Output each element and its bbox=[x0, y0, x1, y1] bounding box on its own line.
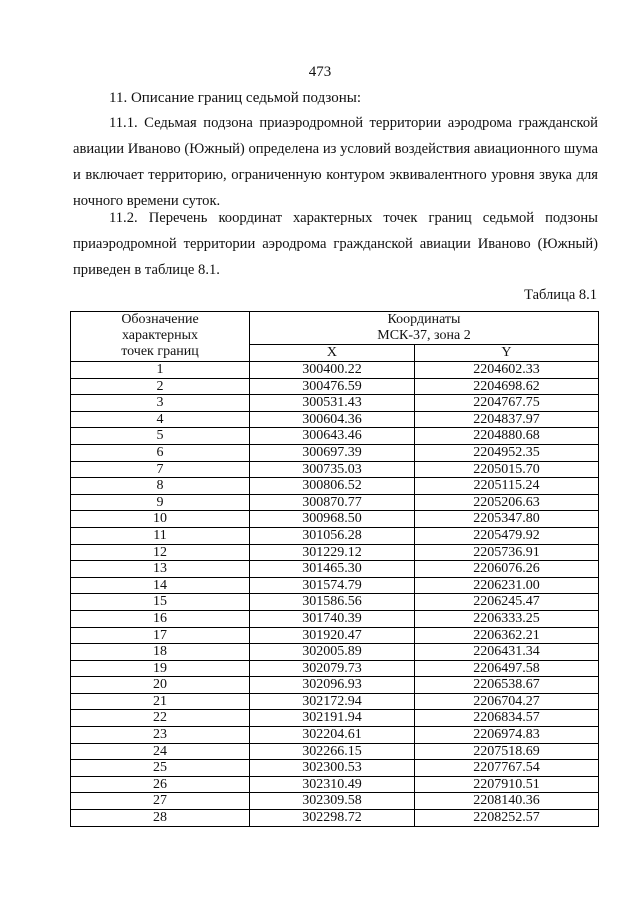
x-coordinate-cell: 302191.94 bbox=[250, 710, 415, 727]
table-row bbox=[71, 677, 599, 694]
point-number-cell: 14 bbox=[71, 577, 250, 594]
point-number-cell: 23 bbox=[71, 727, 250, 744]
x-coordinate-cell: 302204.61 bbox=[250, 727, 415, 744]
paragraph-11-2: 11.2. Перечень координат характерных точек границ седьмой подзоны приаэродромной территории аэродрома гражданской авиации Иваново (Южный) приведен в таблице 8.1. bbox=[73, 210, 598, 278]
point-number-cell: 8 bbox=[71, 478, 250, 495]
y-coordinate-cell: 2207518.69 bbox=[414, 743, 598, 760]
x-coordinate-cell: 300531.43 bbox=[250, 395, 415, 412]
x-coordinate-cell: 300968.50 bbox=[250, 511, 415, 528]
header-point-label-line: характерных bbox=[121, 328, 199, 343]
x-coordinate-cell: 300643.46 bbox=[250, 428, 415, 445]
x-coordinate-cell: 302096.93 bbox=[250, 677, 415, 694]
point-number-cell: 19 bbox=[71, 660, 250, 677]
y-coordinate-cell: 2205347.80 bbox=[414, 511, 598, 528]
y-coordinate-cell: 2207910.51 bbox=[414, 776, 598, 793]
x-coordinate-cell: 302310.49 bbox=[250, 776, 415, 793]
x-coordinate-cell: 300476.59 bbox=[250, 378, 415, 395]
table-row bbox=[71, 461, 599, 478]
point-number-cell: 27 bbox=[71, 793, 250, 810]
point-number-cell: 3 bbox=[71, 395, 250, 412]
table-row bbox=[71, 693, 599, 710]
table-row bbox=[71, 362, 599, 379]
table-row bbox=[71, 527, 599, 544]
table-row bbox=[71, 710, 599, 727]
header-point-label-line: точек границ bbox=[121, 344, 199, 359]
table-row bbox=[71, 395, 599, 412]
point-number-cell: 20 bbox=[71, 677, 250, 694]
point-number-cell: 16 bbox=[71, 610, 250, 627]
y-coordinate-cell: 2204952.35 bbox=[414, 444, 598, 461]
table-row bbox=[71, 594, 599, 611]
page-number: 473 bbox=[308, 64, 332, 80]
y-coordinate-cell: 2207767.54 bbox=[414, 760, 598, 777]
table-row bbox=[71, 644, 599, 661]
x-coordinate-cell: 300735.03 bbox=[250, 461, 415, 478]
x-coordinate-cell: 301574.79 bbox=[250, 577, 415, 594]
y-coordinate-cell: 2205479.92 bbox=[414, 527, 598, 544]
y-coordinate-cell: 2204880.68 bbox=[414, 428, 598, 445]
point-number-cell: 22 bbox=[71, 710, 250, 727]
table-row bbox=[71, 743, 599, 760]
y-coordinate-cell: 2206704.27 bbox=[414, 693, 598, 710]
y-coordinate-cell: 2204602.33 bbox=[414, 362, 598, 379]
table-row bbox=[71, 428, 599, 445]
point-number-cell: 7 bbox=[71, 461, 250, 478]
point-number-cell: 2 bbox=[71, 378, 250, 395]
point-number-cell: 1 bbox=[71, 362, 250, 379]
table-body bbox=[71, 362, 599, 827]
y-coordinate-cell: 2205206.63 bbox=[414, 494, 598, 511]
point-number-cell: 11 bbox=[71, 527, 250, 544]
y-coordinate-cell: 2206431.34 bbox=[414, 644, 598, 661]
point-number-cell: 17 bbox=[71, 627, 250, 644]
paragraph-11-1: 11.1. Седьмая подзона приаэродромной территории аэродрома гражданской авиации Иваново (Южный) определена из условий воздействия авиационного шума и включает территорию, ограниченную контуром эквивалентного уровня звука для ночного времени суток. bbox=[73, 115, 598, 209]
point-number-cell: 10 bbox=[71, 511, 250, 528]
y-coordinate-cell: 2205115.24 bbox=[414, 478, 598, 495]
table-row bbox=[71, 660, 599, 677]
y-coordinate-cell: 2206538.67 bbox=[414, 677, 598, 694]
table-row bbox=[71, 610, 599, 627]
point-number-cell: 25 bbox=[71, 760, 250, 777]
point-number-cell: 24 bbox=[71, 743, 250, 760]
point-number-cell: 12 bbox=[71, 544, 250, 561]
point-number-cell: 15 bbox=[71, 594, 250, 611]
table-row bbox=[71, 494, 599, 511]
table-row bbox=[71, 627, 599, 644]
table-row bbox=[71, 793, 599, 810]
point-number-cell: 26 bbox=[71, 776, 250, 793]
header-coordinates-line: Координаты bbox=[387, 312, 461, 327]
y-coordinate-cell: 2206362.21 bbox=[414, 627, 598, 644]
x-coordinate-cell: 302266.15 bbox=[250, 743, 415, 760]
point-number-cell: 13 bbox=[71, 561, 250, 578]
y-coordinate-cell: 2205015.70 bbox=[414, 461, 598, 478]
header-coordinates-group bbox=[250, 312, 599, 345]
y-coordinate-cell: 2204767.75 bbox=[414, 395, 598, 412]
header-x: X bbox=[250, 345, 415, 362]
table-row bbox=[71, 727, 599, 744]
table-row bbox=[71, 776, 599, 793]
header-y: Y bbox=[414, 345, 598, 362]
table-row bbox=[71, 378, 599, 395]
point-number-cell: 6 bbox=[71, 444, 250, 461]
x-coordinate-cell: 301229.12 bbox=[250, 544, 415, 561]
y-coordinate-cell: 2206333.25 bbox=[414, 610, 598, 627]
y-coordinate-cell: 2205736.91 bbox=[414, 544, 598, 561]
x-coordinate-cell: 302300.53 bbox=[250, 760, 415, 777]
point-number-cell: 21 bbox=[71, 693, 250, 710]
x-coordinate-cell: 302298.72 bbox=[250, 810, 415, 827]
x-coordinate-cell: 300806.52 bbox=[250, 478, 415, 495]
x-coordinate-cell: 302005.89 bbox=[250, 644, 415, 661]
y-coordinate-cell: 2206076.26 bbox=[414, 561, 598, 578]
y-coordinate-cell: 2206497.58 bbox=[414, 660, 598, 677]
point-number-cell: 18 bbox=[71, 644, 250, 661]
table-row bbox=[71, 810, 599, 827]
table-row bbox=[71, 561, 599, 578]
x-coordinate-cell: 301740.39 bbox=[250, 610, 415, 627]
x-coordinate-cell: 302309.58 bbox=[250, 793, 415, 810]
table-row bbox=[71, 544, 599, 561]
table-caption: Таблица 8.1 bbox=[524, 287, 597, 303]
point-number-cell: 9 bbox=[71, 494, 250, 511]
x-coordinate-cell: 301056.28 bbox=[250, 527, 415, 544]
x-coordinate-cell: 302172.94 bbox=[250, 693, 415, 710]
header-coordinates-line: МСК-37, зона 2 bbox=[377, 328, 471, 343]
table-row bbox=[71, 411, 599, 428]
x-coordinate-cell: 301920.47 bbox=[250, 627, 415, 644]
y-coordinate-cell: 2206231.00 bbox=[414, 577, 598, 594]
header-point-label-line: Обозначение bbox=[121, 312, 199, 327]
point-number-cell: 5 bbox=[71, 428, 250, 445]
coordinates-table bbox=[70, 311, 599, 827]
header-point-label bbox=[71, 312, 250, 362]
table-row bbox=[71, 444, 599, 461]
y-coordinate-cell: 2206245.47 bbox=[414, 594, 598, 611]
table-row bbox=[71, 760, 599, 777]
x-coordinate-cell: 300400.22 bbox=[250, 362, 415, 379]
x-coordinate-cell: 301465.30 bbox=[250, 561, 415, 578]
y-coordinate-cell: 2208140.36 bbox=[414, 793, 598, 810]
x-coordinate-cell: 300604.36 bbox=[250, 411, 415, 428]
y-coordinate-cell: 2206834.57 bbox=[414, 710, 598, 727]
x-coordinate-cell: 300697.39 bbox=[250, 444, 415, 461]
section-heading: 11. Описание границ седьмой подзоны: bbox=[109, 90, 361, 106]
y-coordinate-cell: 2208252.57 bbox=[414, 810, 598, 827]
point-number-cell: 28 bbox=[71, 810, 250, 827]
y-coordinate-cell: 2204698.62 bbox=[414, 378, 598, 395]
point-number-cell: 4 bbox=[71, 411, 250, 428]
x-coordinate-cell: 300870.77 bbox=[250, 494, 415, 511]
table-row bbox=[71, 577, 599, 594]
y-coordinate-cell: 2204837.97 bbox=[414, 411, 598, 428]
y-coordinate-cell: 2206974.83 bbox=[414, 727, 598, 744]
table-row bbox=[71, 478, 599, 495]
table-row bbox=[71, 511, 599, 528]
x-coordinate-cell: 302079.73 bbox=[250, 660, 415, 677]
x-coordinate-cell: 301586.56 bbox=[250, 594, 415, 611]
